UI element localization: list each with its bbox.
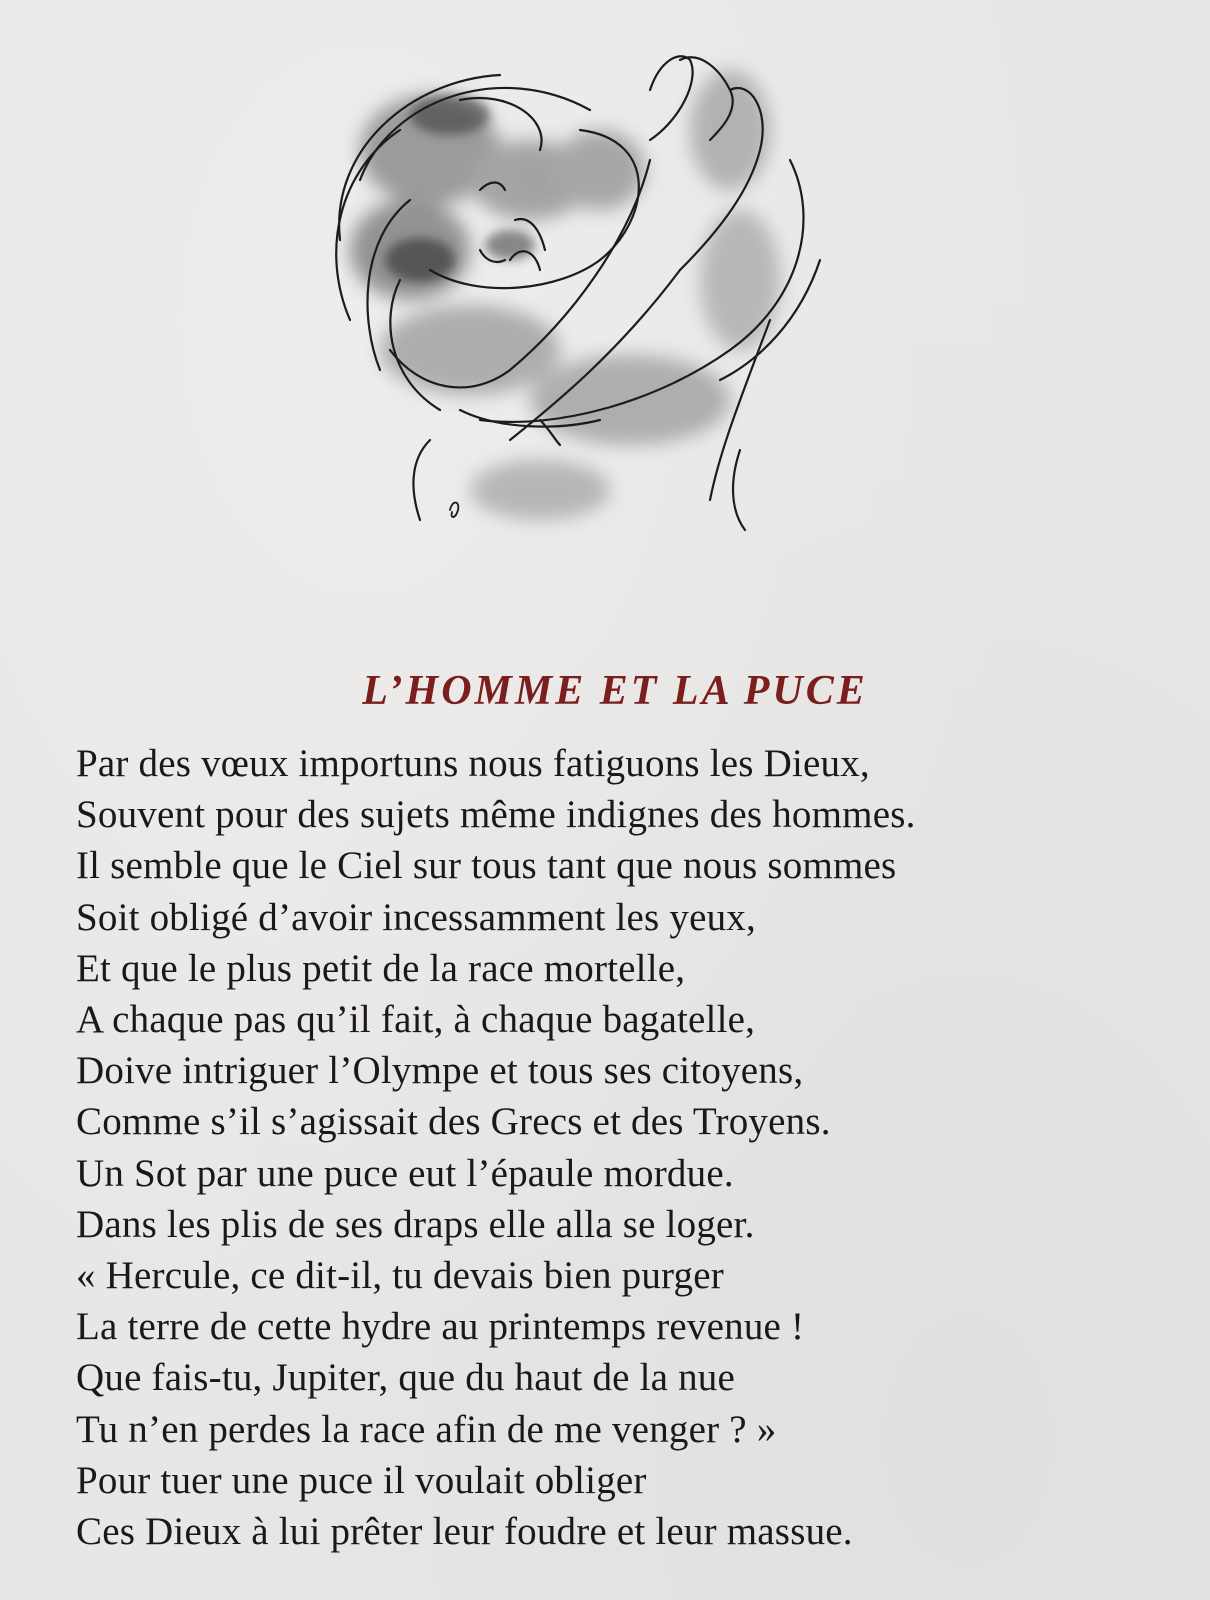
fable-title: L’HOMME ET LA PUCE	[362, 668, 868, 715]
poem-line: Il semble que le Ciel sur tous tant que nous sommes	[76, 844, 897, 888]
poem-line: Par des vœux importuns nous fatiguons les Dieux,	[76, 742, 870, 785]
poem-line: Doive intriguer l’Olympe et tous ses citoyens,	[76, 1049, 804, 1093]
poem-body	[76, 738, 1186, 1557]
poem-line: Comme s’il s’agissait des Grecs et des Troyens.	[76, 1100, 831, 1144]
poem-line: Et que le plus petit de la race mortelle,	[76, 946, 686, 990]
poem-line: Soit obligé d’avoir incessamment les yeux,	[76, 895, 756, 939]
poem-line: Que fais-tu, Jupiter, que du haut de la nue	[76, 1356, 736, 1400]
poem-line: Un Sot par une puce eut l’épaule mordue.	[76, 1151, 734, 1195]
ink-drawing-icon	[300, 20, 840, 540]
poem-line: Tu n’en perdes la race afin de me venger ? »	[76, 1407, 777, 1451]
poem-line: Dans les plis de ses draps elle alla se loger.	[76, 1202, 755, 1246]
poem-line: Pour tuer une puce il voulait obliger	[76, 1458, 647, 1502]
embracing-figures-illustration	[300, 20, 840, 540]
poem-line: La terre de cette hydre au printemps revenue !	[76, 1305, 805, 1349]
poem-line: Souvent pour des sujets même indignes des hommes.	[76, 793, 916, 837]
poem-line: Ces Dieux à lui prêter leur foudre et leur massue.	[76, 1510, 853, 1554]
poem-line: « Hercule, ce dit-il, tu devais bien purger	[76, 1254, 724, 1298]
poem-line: A chaque pas qu’il fait, à chaque bagatelle,	[76, 998, 756, 1042]
